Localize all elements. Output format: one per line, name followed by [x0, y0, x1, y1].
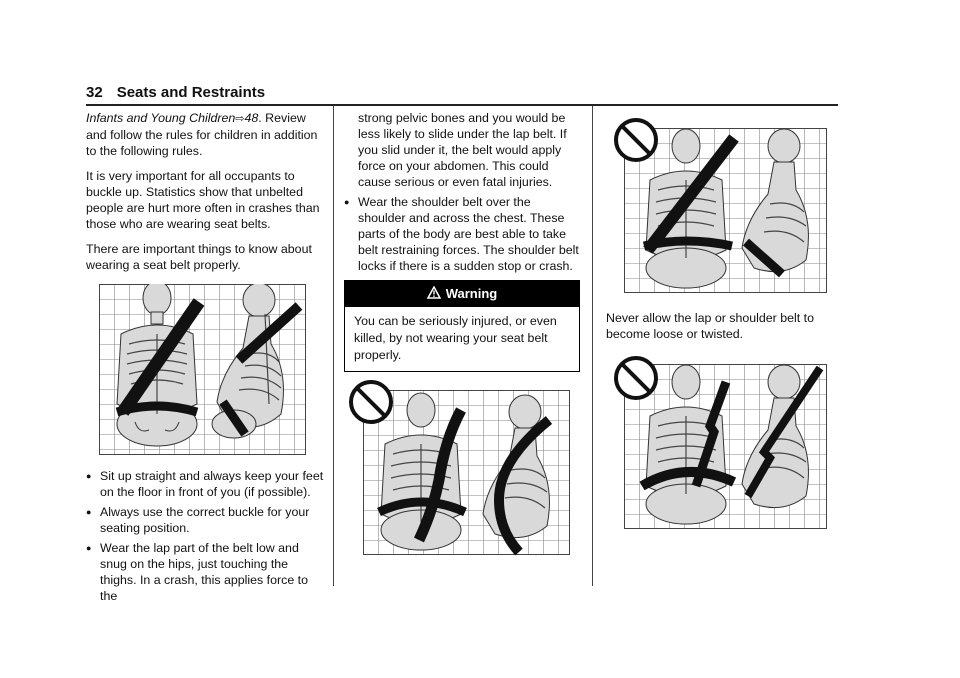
section-title: Seats and Restraints: [116, 84, 266, 101]
figure-incorrect-belt-under-arm: [614, 118, 828, 294]
warning-triangle-icon: [427, 282, 441, 308]
bullet-icon: ●: [86, 507, 92, 517]
warning-box: [344, 280, 580, 372]
bullet-item: [86, 504, 326, 536]
figure-incorrect-belt-twisted: [614, 356, 828, 530]
continued-text: strong pelvic bones and you would be less likely to slide under the lap belt. If you slid under it, the belt would apply force on your abdomen. This could cause serious or even fatal injuries.: [358, 111, 567, 189]
bullet-icon: ●: [86, 543, 92, 553]
warning-title: Warning: [445, 286, 498, 301]
prohibited-icon: [351, 382, 391, 422]
bullet-list: [86, 468, 326, 608]
bullet-icon: ●: [86, 471, 92, 481]
page-number: 32: [86, 84, 103, 101]
paragraph: It is very important for all occupants to buckle up. Statistics show that unbelted people are hurt more often in crashes than those who are wearing seat belts.: [86, 169, 320, 231]
bullet-item: [86, 468, 326, 500]
prohibited-icon: [616, 358, 656, 398]
figure-correct-seat-belt: [99, 284, 307, 456]
bullet-text: Sit up straight and always keep your feet on the floor in front of you (if possible).: [100, 469, 324, 499]
column-3-caption: Never allow the lap or shoulder belt to become loose or twisted.: [606, 311, 815, 341]
cross-reference-link[interactable]: Infants and Young Children: [86, 111, 236, 125]
cross-reference-page[interactable]: 48: [244, 111, 259, 125]
column-2: [344, 110, 580, 278]
header-rule: [86, 104, 838, 106]
bullet-text: Always use the correct buckle for your seating position.: [100, 505, 310, 535]
warning-text: You can be seriously injured, or even killed, by not wearing your seat belt properly.: [354, 314, 557, 362]
bullet-text: Wear the lap part of the belt low and snug on the hips, just touching the thighs. In a crash, this applies force to the: [100, 541, 308, 603]
column-1: [86, 110, 326, 282]
column-divider: [592, 106, 593, 586]
bullet-item: [86, 540, 326, 604]
bullet-icon: ●: [344, 197, 350, 207]
paragraph-text: . Review and follow the rules for children in addition to the following rules.: [86, 111, 318, 158]
paragraph: There are important things to know about wearing a seat belt properly.: [86, 242, 312, 272]
bullet-item: [344, 194, 580, 274]
page-header: [86, 84, 265, 101]
figure-incorrect-belt-loose: [349, 380, 571, 556]
cross-reference-paragraph: [86, 110, 326, 159]
prohibited-icon: [616, 120, 656, 160]
column-divider: [333, 106, 334, 586]
cross-reference-arrow-icon: ⇨: [235, 113, 245, 125]
warning-header: [345, 281, 579, 307]
bullet-text: Wear the shoulder belt over the shoulder and across the chest. These parts of the body are best able to take belt restraining forces. The shoulder belt locks if there is a sudden stop or crash.: [358, 195, 579, 273]
